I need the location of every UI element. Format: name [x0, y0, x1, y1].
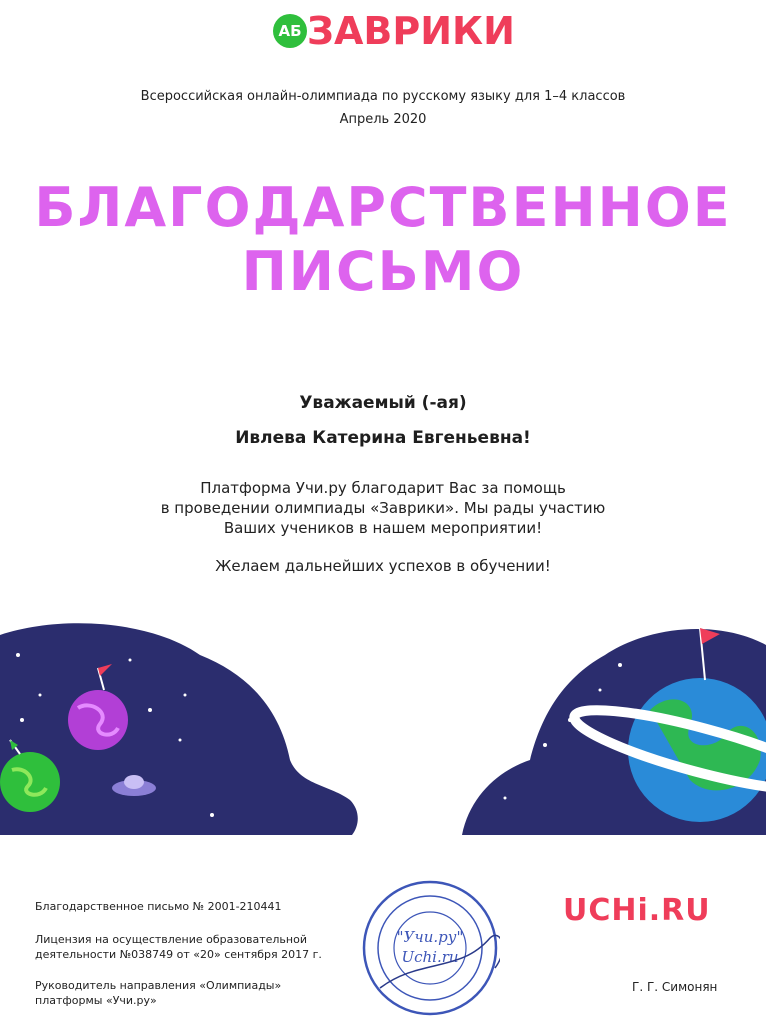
head-line-2: платформы «Учи.ру» [35, 994, 157, 1007]
space-illustration [0, 600, 766, 840]
signer-name: Г. Г. Симонян [632, 980, 718, 994]
head-line-1: Руководитель направления «Олимпиады» [35, 979, 282, 992]
recipient-name: Ивлева Катерина Евгеньевна! [235, 428, 531, 448]
stamp-line-1: "Учи.ру" [396, 928, 464, 946]
logo-badge: АБ [273, 14, 307, 48]
license-line-2: деятельности №038749 от «20» сентября 2017 г. [35, 948, 322, 961]
letter-title-line1: БЛАГОДАРСТВЕННОЕ [34, 176, 732, 239]
license-line-1: Лицензия на осуществление образовательной [35, 933, 307, 946]
left-space-cloud [0, 623, 358, 835]
letter-number: Благодарственное письмо № 2001-210441 [35, 900, 282, 913]
zavriki-logo [273, 8, 515, 54]
message-line-2: в проведении олимпиады «Заврики». Мы рады участию [160, 499, 606, 517]
message-line-3: Ваших учеников в нашем мероприятии! [223, 519, 543, 537]
license-info [35, 932, 335, 962]
letter-title-line2: ПИСЬМО [241, 240, 525, 303]
event-date: Апрель 2020 [339, 112, 427, 127]
event-title: Всероссийская онлайн-олимпиада по русскому языку для 1–4 классов [140, 89, 626, 104]
head-of-department [35, 978, 335, 1008]
stamp-line-2: Uchi.ru [401, 948, 459, 966]
wish-line: Желаем дальнейших успехов в обучении! [215, 557, 551, 575]
uchi-ru-logo: UCHi.RU [563, 893, 711, 928]
salutation: Уважаемый (-ая) [299, 393, 467, 413]
message-line-1: Платформа Учи.ру благодарит Вас за помощь [200, 479, 566, 497]
logo-text: ЗАВРИКИ [307, 9, 515, 53]
official-stamp [360, 878, 500, 1018]
